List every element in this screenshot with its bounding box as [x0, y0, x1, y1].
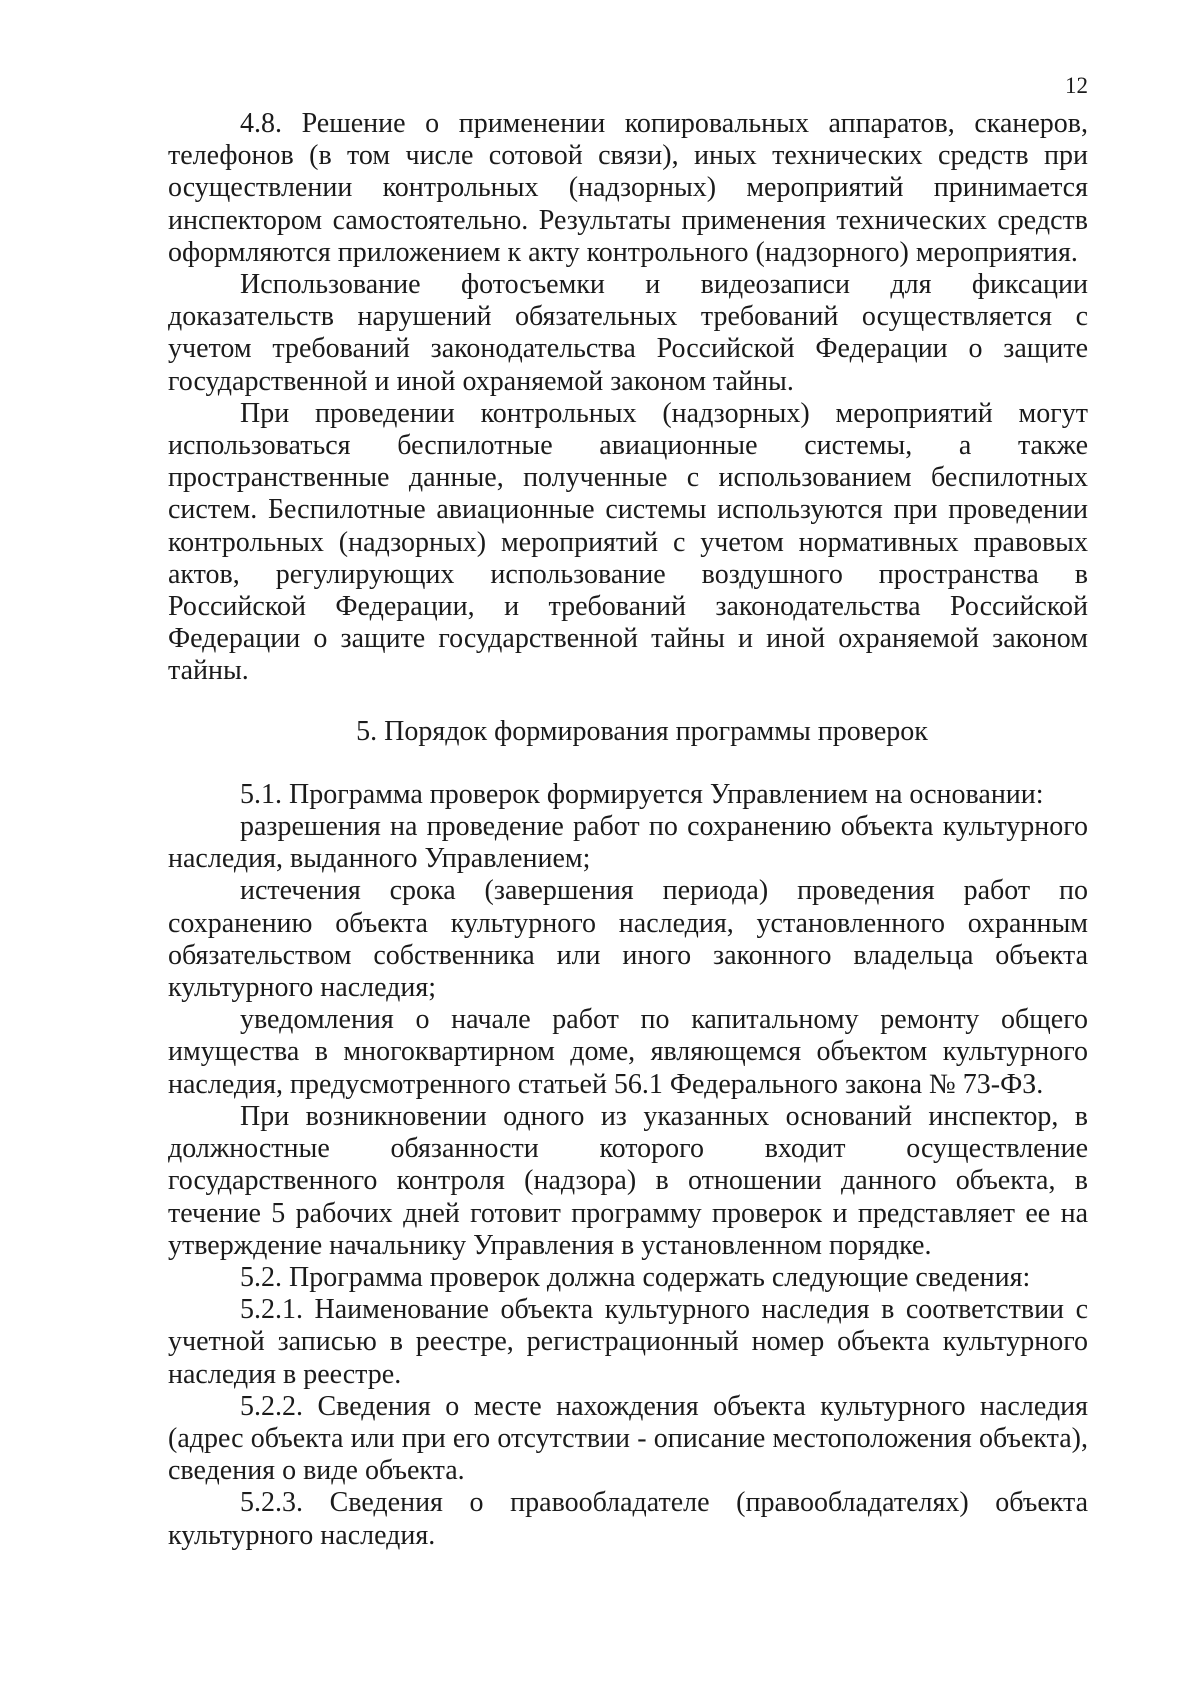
document-body	[168, 108, 1088, 1552]
paragraph-inspector: При возникновении одного из указанных оснований инспектор, в должностные обязанности которого входит осуществление государственного контроля (надзора) в отношении данного объекта, в течение 5 рабочих дней готовит программу проверок и представляет ее на утверждение начальнику Управления в установленном порядке.	[168, 1100, 1088, 1261]
paragraph-5-2-2: 5.2.2. Сведения о месте нахождения объекта культурного наследия (адрес объекта или при его отсутствии - описание местоположения объекта), сведения о виде объекта.	[168, 1390, 1088, 1487]
paragraph-4-8: 4.8. Решение о применении копировальных аппаратов, сканеров, телефонов (в том числе сотовой связи), иных технических средств при осуществлении контрольных (надзорных) мероприятий принимается инспектором самостоятельно. Результаты применения технических средств оформляются приложением к акту контрольного (надзорного) мероприятия.	[168, 108, 1088, 268]
paragraph-5-1: 5.1. Программа проверок формируется Управлением на основании:	[240, 778, 1044, 810]
paragraph-drones: При проведении контрольных (надзорных) мероприятий могут использоваться беспилотные авиационные системы, а также пространственные данные, полученные с использованием беспилотных систем. Беспилотные авиационные системы используются при проведении контрольных (надзорных) мероприятий с учетом нормативных правовых актов, регулирующих использование воздушного пространства в Российской Федерации, и требований законодательства Российской Федерации о защите государственной тайны и иной охраняемой законом тайны.	[168, 397, 1088, 687]
paragraph-photo-video: Использование фотосъемки и видеозаписи для фиксации доказательств нарушений обязательных требований осуществляется с учетом требований законодательства Российской Федерации о защите государственной и иной охраняемой законом тайны.	[168, 269, 1088, 397]
list-item-permit: разрешения на проведение работ по сохранению объекта культурного наследия, выданного Управлением;	[168, 811, 1088, 875]
paragraph-5-2: 5.2. Программа проверок должна содержать следующие сведения:	[240, 1261, 1031, 1293]
paragraph-5-2-3: 5.2.3. Сведения о правообладателе (правообладателях) объекта культурного наследия.	[168, 1487, 1088, 1551]
list-item-repair-notice: уведомления о начале работ по капитальному ремонту общего имущества в многоквартирном доме, являющемся объектом культурного наследия, предусмотренного статьей 56.1 Федерального закона № 73-ФЗ.	[168, 1004, 1088, 1100]
page-number: 12	[1065, 73, 1088, 98]
paragraph-5-2-1: 5.2.1. Наименование объекта культурного наследия в соответствии с учетной записью в реестре, регистрационный номер объекта культурного наследия в реестре.	[168, 1294, 1088, 1390]
list-item-term-expiry: истечения срока (завершения периода) проведения работ по сохранению объекта культурного наследия, установленного охранным обязательством собственника или иного законного владельца объекта культурного наследия;	[168, 875, 1088, 1004]
section-title: 5. Порядок формирования программы проверок	[356, 715, 928, 747]
